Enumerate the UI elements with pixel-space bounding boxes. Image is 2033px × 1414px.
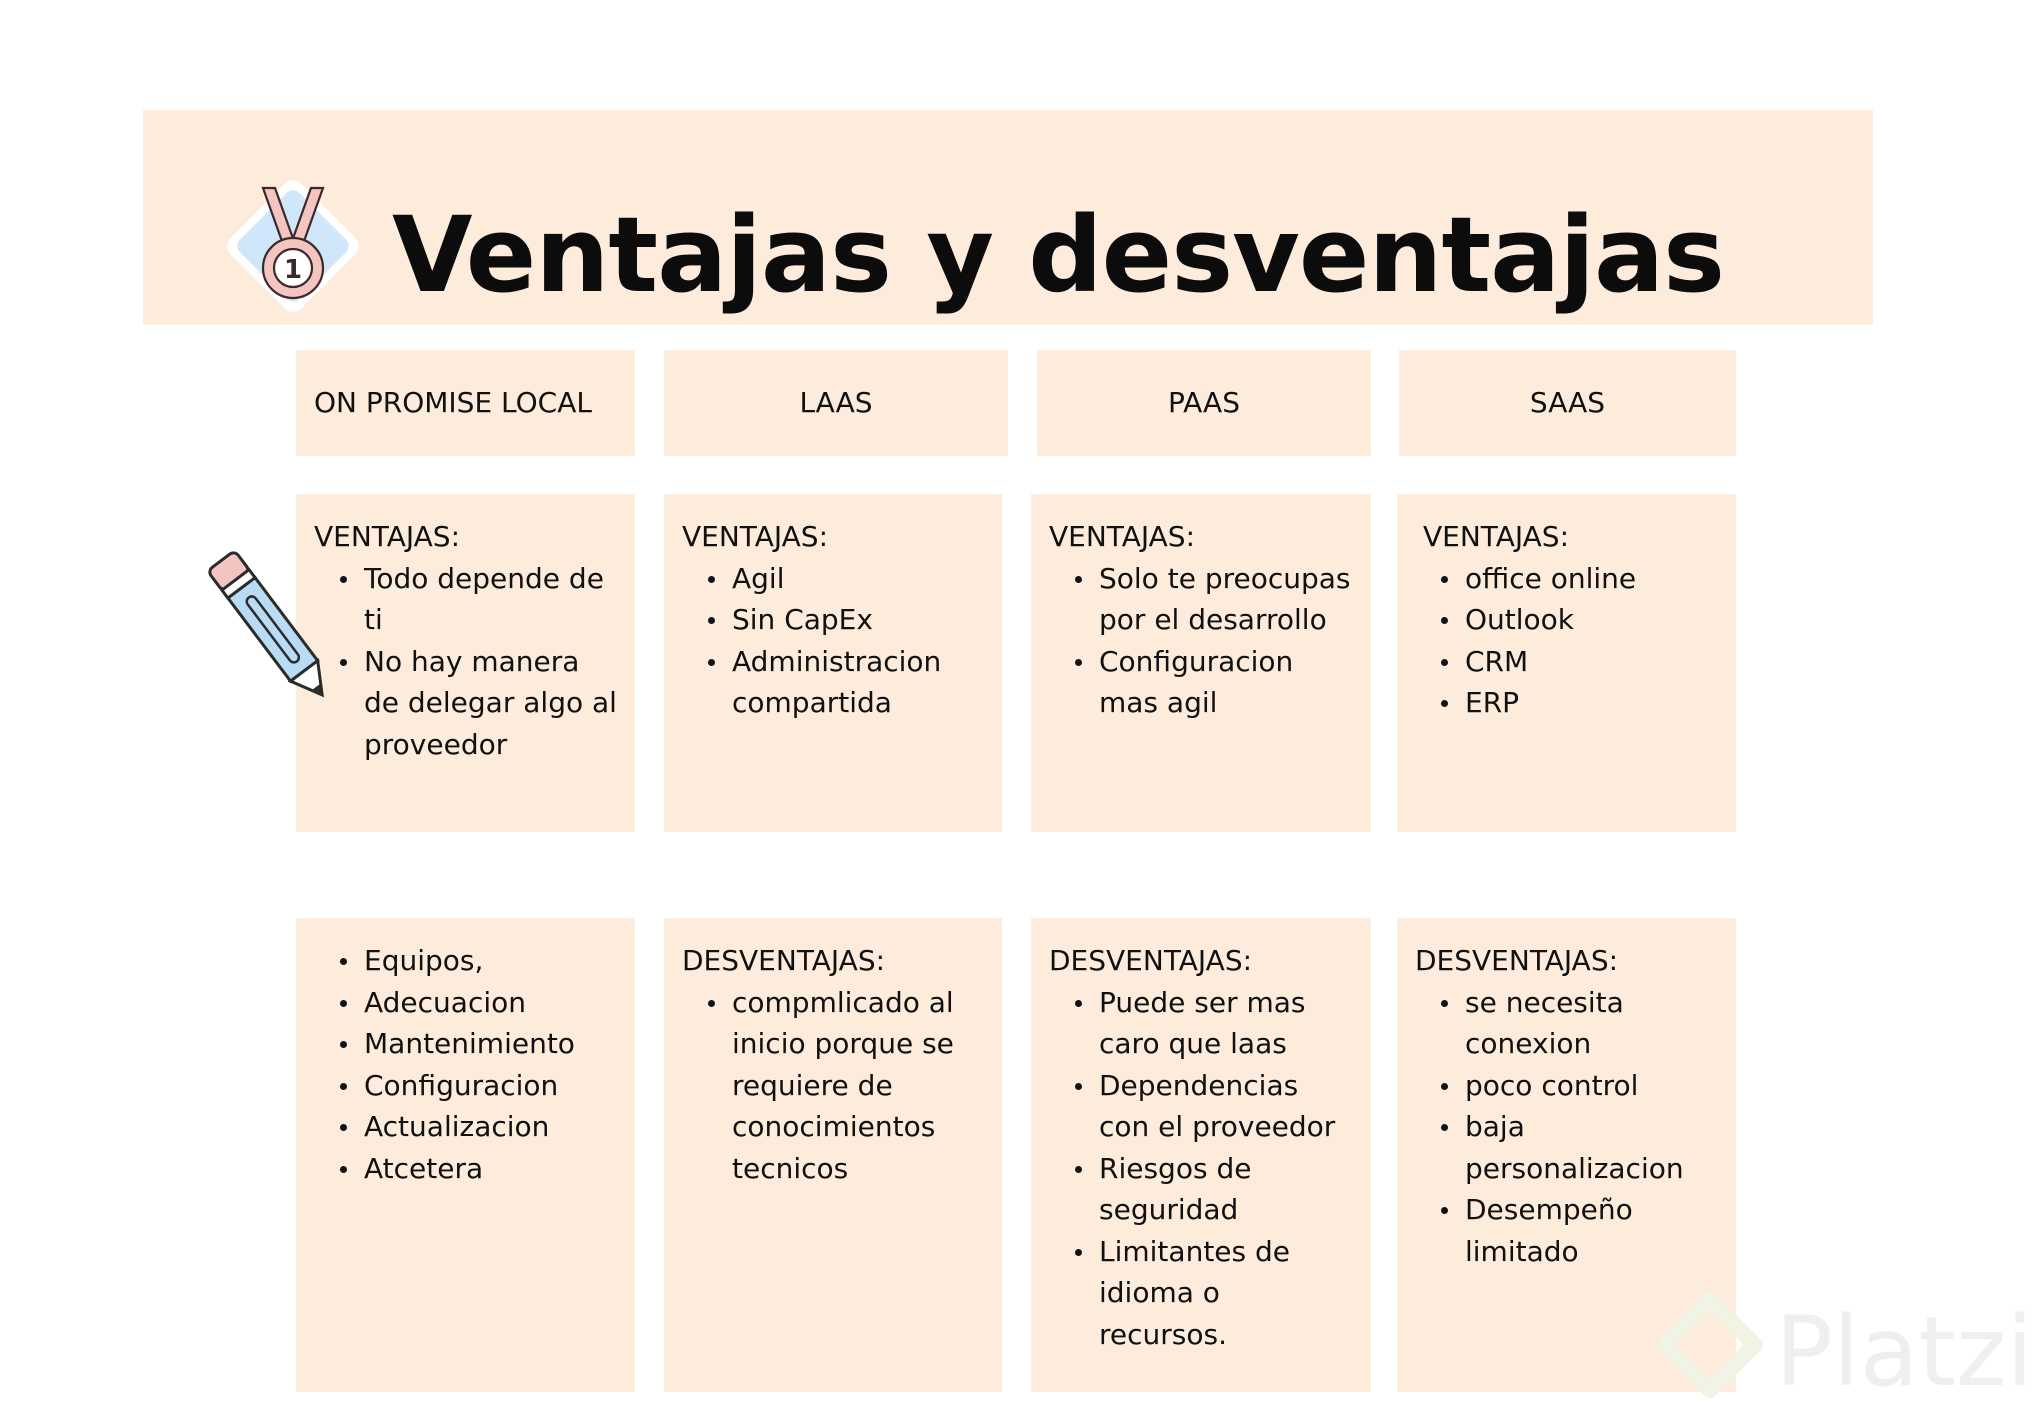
header-laas	[664, 350, 1008, 456]
list-item: baja personalizacion	[1465, 1106, 1718, 1189]
header-on-premise	[296, 350, 635, 456]
list-item: Equipos,	[364, 940, 617, 982]
list-item: Riesgos de seguridad	[1099, 1148, 1353, 1231]
ventajas-label: VENTAJAS:	[314, 520, 461, 553]
desventajas-label: DESVENTAJAS:	[682, 944, 886, 977]
ventajas-list	[682, 558, 984, 724]
header-label: LAAS	[799, 386, 873, 420]
list-item: Puede ser mas caro que laas	[1099, 982, 1353, 1065]
list-item: CRM	[1465, 641, 1718, 683]
medal-number: 1	[283, 255, 303, 285]
header-label: PAAS	[1168, 386, 1240, 420]
list-item: Agil	[732, 558, 984, 600]
ventajas-list	[1049, 558, 1353, 724]
list-item: poco control	[1465, 1065, 1718, 1107]
list-item: Actualizacion	[364, 1106, 617, 1148]
ventajas-list	[1423, 558, 1718, 724]
page-title: Ventajas y desventajas	[392, 194, 1725, 316]
list-item: Dependencias con el proveedor	[1099, 1065, 1353, 1148]
desventajas-list	[1415, 982, 1718, 1273]
list-item: Outlook	[1465, 599, 1718, 641]
watermark-text: Platzi	[1775, 1296, 2033, 1408]
header-label: ON PROMISE LOCAL	[314, 386, 592, 420]
list-item: Solo te preocupas por el desarrollo	[1099, 558, 1353, 641]
header-paas	[1037, 350, 1371, 456]
list-item: Desempeño limitado	[1465, 1189, 1718, 1272]
list-item: Administracion compartida	[732, 641, 984, 724]
medal-icon	[207, 160, 379, 332]
list-item: Limitantes de idioma o recursos.	[1099, 1231, 1353, 1356]
ventajas-label: VENTAJAS:	[1423, 520, 1570, 553]
list-item: Mantenimiento	[364, 1023, 617, 1065]
header-saas	[1399, 350, 1736, 456]
list-item: office online	[1465, 558, 1718, 600]
list-item: No hay manera de delegar algo al proveedor	[364, 641, 617, 766]
desventajas-paas	[1031, 918, 1371, 1392]
desventajas-list	[314, 940, 617, 1189]
list-item: Atcetera	[364, 1148, 617, 1190]
ventajas-paas	[1031, 494, 1371, 832]
list-item: Adecuacion	[364, 982, 617, 1024]
desventajas-list	[1049, 982, 1353, 1356]
desventajas-label: DESVENTAJAS:	[1415, 944, 1619, 977]
list-item: se necesita conexion	[1465, 982, 1718, 1065]
platzi-logo-icon	[1655, 1292, 1765, 1412]
ventajas-on-premise	[296, 494, 635, 832]
ventajas-laas	[664, 494, 1002, 832]
list-item: compmlicado al inicio porque se requiere de conocimientos tecnicos	[732, 982, 984, 1190]
desventajas-on-premise	[296, 918, 635, 1392]
desventajas-list	[682, 982, 984, 1190]
header-label: SAAS	[1529, 386, 1606, 420]
desventajas-label: DESVENTAJAS:	[1049, 944, 1253, 977]
list-item: Todo depende de ti	[364, 558, 617, 641]
platzi-watermark	[1655, 1292, 2033, 1412]
pencil-icon	[196, 540, 346, 715]
list-item: ERP	[1465, 682, 1718, 724]
list-item: Sin CapEx	[732, 599, 984, 641]
list-item: Configuracion	[364, 1065, 617, 1107]
desventajas-laas	[664, 918, 1002, 1392]
ventajas-list	[314, 558, 617, 766]
ventajas-label: VENTAJAS:	[1049, 520, 1196, 553]
ventajas-label: VENTAJAS:	[682, 520, 829, 553]
ventajas-saas	[1397, 494, 1736, 832]
list-item: Configuracion mas agil	[1099, 641, 1353, 724]
